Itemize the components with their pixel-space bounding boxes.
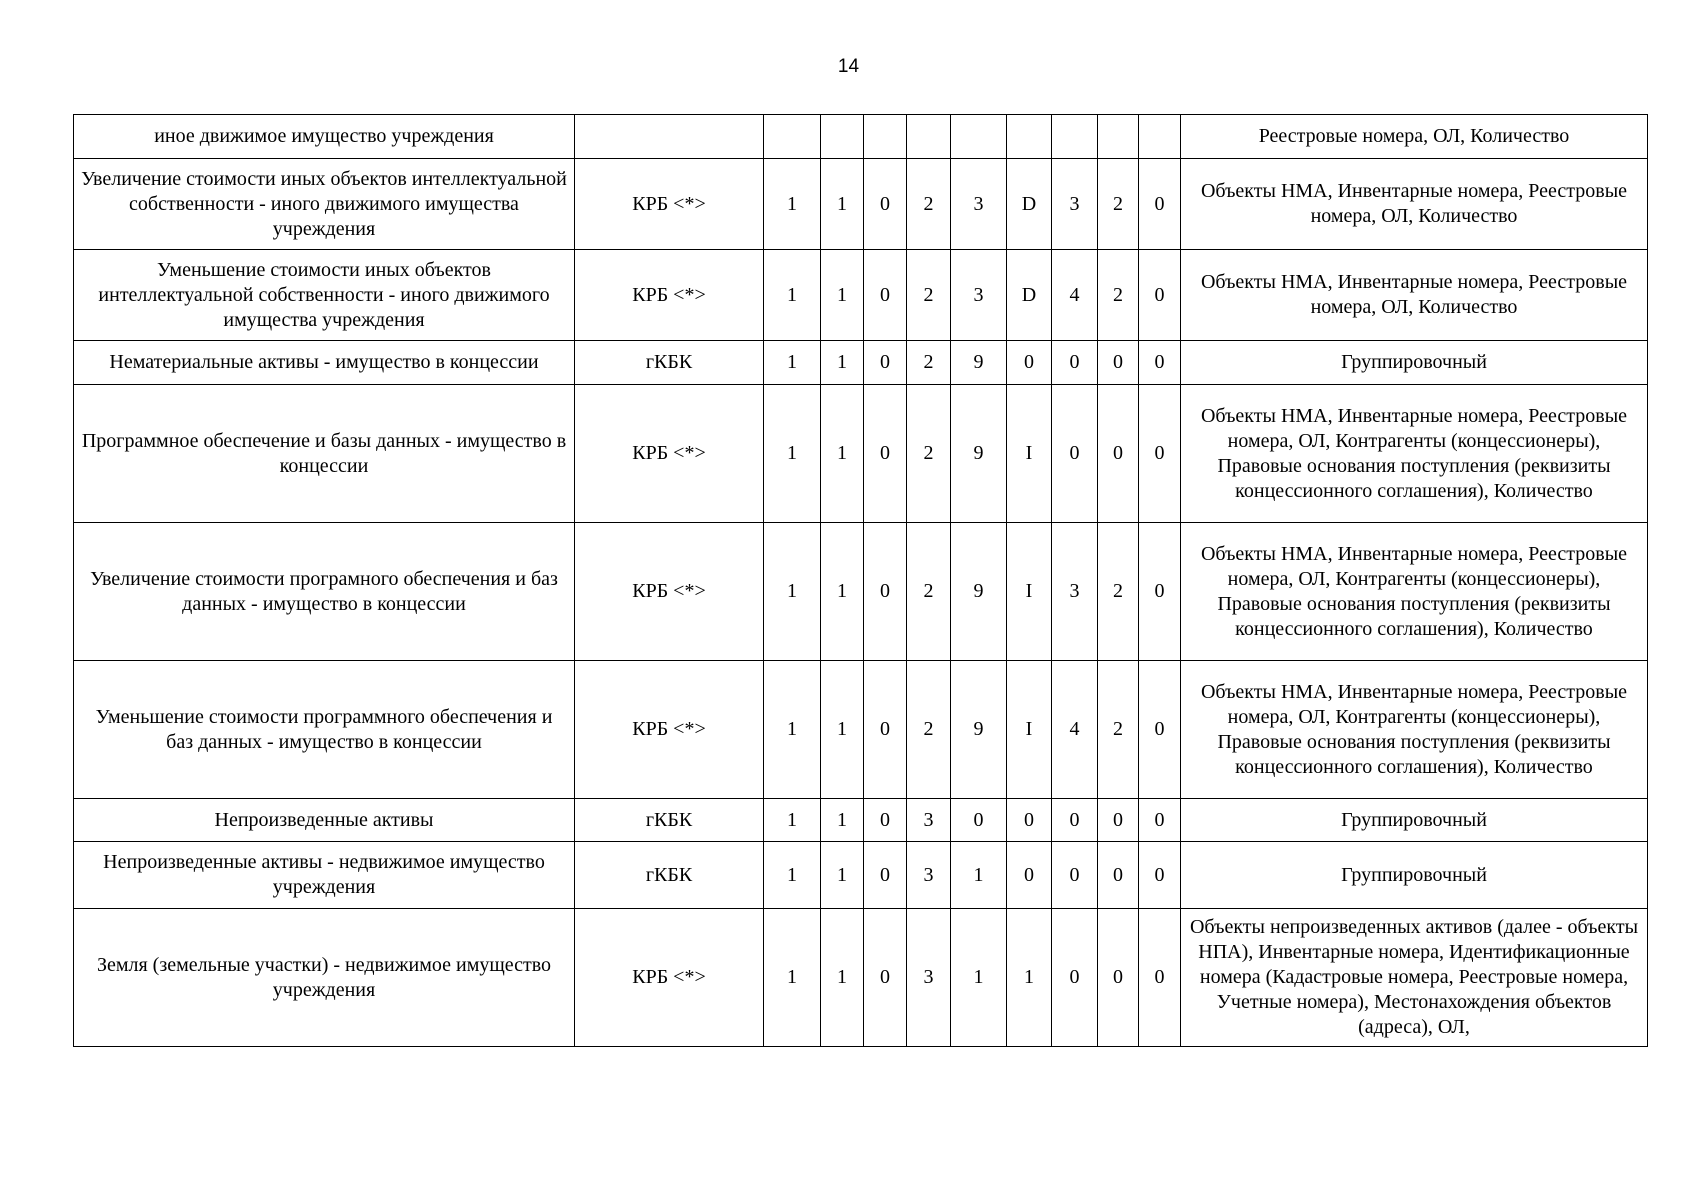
code-digit-1: 1 — [764, 523, 821, 661]
account-name: Увеличение стоимости програмного обеспечения и баз данных - имущество в концессии — [74, 523, 575, 661]
code-digit-3: 0 — [864, 842, 907, 909]
account-type: КРБ <*> — [575, 661, 764, 799]
table-row — [74, 799, 1648, 842]
code-digit-8: 2 — [1098, 250, 1139, 341]
code-digit-7: 0 — [1052, 799, 1098, 842]
table-row — [74, 159, 1648, 250]
code-digit-8: 0 — [1098, 799, 1139, 842]
analytics-notes: Группировочный — [1181, 842, 1648, 909]
table-row — [74, 115, 1648, 159]
analytics-notes: Группировочный — [1181, 341, 1648, 385]
code-digit-9: 0 — [1139, 159, 1181, 250]
code-digit-4: 2 — [907, 385, 951, 523]
analytics-notes: Объекты НМА, Инвентарные номера, Реестровые номера, ОЛ, Количество — [1181, 250, 1648, 341]
code-digit-3: 0 — [864, 909, 907, 1047]
code-digit-9: 0 — [1139, 385, 1181, 523]
code-digit-9: 0 — [1139, 341, 1181, 385]
code-digit-9: 0 — [1139, 523, 1181, 661]
code-digit-9: 0 — [1139, 661, 1181, 799]
code-digit-1: 1 — [764, 159, 821, 250]
code-digit-4: 3 — [907, 799, 951, 842]
account-type: КРБ <*> — [575, 523, 764, 661]
code-digit-7 — [1052, 115, 1098, 159]
code-digit-3: 0 — [864, 799, 907, 842]
account-name: Непроизведенные активы — [74, 799, 575, 842]
code-digit-2: 1 — [821, 523, 864, 661]
table-body — [74, 115, 1648, 1047]
code-digit-5: 1 — [951, 909, 1007, 1047]
analytics-notes: Объекты НМА, Инвентарные номера, Реестровые номера, ОЛ, Контрагенты (концессионеры), Правовые основания поступления (реквизиты концессионного соглашения), Количество — [1181, 385, 1648, 523]
accounts-table — [73, 114, 1648, 1047]
account-name: иное движимое имущество учреждения — [74, 115, 575, 159]
code-digit-3 — [864, 115, 907, 159]
code-digit-9: 0 — [1139, 250, 1181, 341]
table-row — [74, 909, 1648, 1047]
account-type: КРБ <*> — [575, 250, 764, 341]
code-digit-4: 2 — [907, 661, 951, 799]
analytics-notes: Объекты непроизведенных активов (далее - объекты НПА), Инвентарные номера, Идентификационные номера (Кадастровые номера, Реестровые номера, Учетные номера), Местонахождения объектов (адреса), ОЛ, — [1181, 909, 1648, 1047]
code-digit-2: 1 — [821, 341, 864, 385]
table-row — [74, 661, 1648, 799]
account-name: Нематериальные активы - имущество в концессии — [74, 341, 575, 385]
code-digit-3: 0 — [864, 523, 907, 661]
account-type: гКБК — [575, 842, 764, 909]
table-row — [74, 250, 1648, 341]
code-digit-8: 0 — [1098, 341, 1139, 385]
account-type: КРБ <*> — [575, 909, 764, 1047]
code-digit-3: 0 — [864, 159, 907, 250]
code-digit-6: I — [1007, 523, 1052, 661]
analytics-notes: Объекты НМА, Инвентарные номера, Реестровые номера, ОЛ, Количество — [1181, 159, 1648, 250]
table-row — [74, 385, 1648, 523]
code-digit-1: 1 — [764, 385, 821, 523]
code-digit-6: D — [1007, 159, 1052, 250]
code-digit-7: 0 — [1052, 842, 1098, 909]
code-digit-7: 0 — [1052, 385, 1098, 523]
code-digit-4: 2 — [907, 341, 951, 385]
analytics-notes: Реестровые номера, ОЛ, Количество — [1181, 115, 1648, 159]
code-digit-5: 9 — [951, 341, 1007, 385]
code-digit-8 — [1098, 115, 1139, 159]
code-digit-5 — [951, 115, 1007, 159]
code-digit-9: 0 — [1139, 799, 1181, 842]
code-digit-2: 1 — [821, 661, 864, 799]
code-digit-7: 3 — [1052, 159, 1098, 250]
code-digit-9: 0 — [1139, 909, 1181, 1047]
code-digit-1: 1 — [764, 250, 821, 341]
code-digit-3: 0 — [864, 341, 907, 385]
code-digit-2: 1 — [821, 842, 864, 909]
code-digit-5: 9 — [951, 385, 1007, 523]
account-type: гКБК — [575, 341, 764, 385]
code-digit-2: 1 — [821, 385, 864, 523]
code-digit-6 — [1007, 115, 1052, 159]
code-digit-8: 2 — [1098, 159, 1139, 250]
code-digit-9: 0 — [1139, 842, 1181, 909]
code-digit-7: 0 — [1052, 341, 1098, 385]
analytics-notes: Группировочный — [1181, 799, 1648, 842]
code-digit-1: 1 — [764, 909, 821, 1047]
code-digit-7: 4 — [1052, 250, 1098, 341]
code-digit-3: 0 — [864, 250, 907, 341]
code-digit-1: 1 — [764, 661, 821, 799]
code-digit-6: D — [1007, 250, 1052, 341]
code-digit-2: 1 — [821, 250, 864, 341]
code-digit-3: 0 — [864, 385, 907, 523]
code-digit-5: 3 — [951, 159, 1007, 250]
code-digit-2: 1 — [821, 909, 864, 1047]
code-digit-2: 1 — [821, 799, 864, 842]
page-number: 14 — [837, 56, 860, 77]
code-digit-5: 0 — [951, 799, 1007, 842]
code-digit-1: 1 — [764, 799, 821, 842]
code-digit-2: 1 — [821, 159, 864, 250]
code-digit-7: 0 — [1052, 909, 1098, 1047]
code-digit-8: 0 — [1098, 909, 1139, 1047]
account-type: гКБК — [575, 799, 764, 842]
code-digit-4: 3 — [907, 842, 951, 909]
code-digit-9 — [1139, 115, 1181, 159]
code-digit-8: 0 — [1098, 842, 1139, 909]
code-digit-1: 1 — [764, 842, 821, 909]
account-type: КРБ <*> — [575, 385, 764, 523]
code-digit-6: 0 — [1007, 341, 1052, 385]
account-name: Непроизведенные активы - недвижимое имущество учреждения — [74, 842, 575, 909]
code-digit-4: 2 — [907, 250, 951, 341]
code-digit-7: 4 — [1052, 661, 1098, 799]
code-digit-3: 0 — [864, 661, 907, 799]
code-digit-5: 9 — [951, 523, 1007, 661]
code-digit-6: 0 — [1007, 842, 1052, 909]
table-row — [74, 341, 1648, 385]
code-digit-2 — [821, 115, 864, 159]
account-name: Уменьшение стоимости программного обеспечения и баз данных - имущество в концессии — [74, 661, 575, 799]
code-digit-6: I — [1007, 661, 1052, 799]
analytics-notes: Объекты НМА, Инвентарные номера, Реестровые номера, ОЛ, Контрагенты (концессионеры), Правовые основания поступления (реквизиты концессионного соглашения), Количество — [1181, 661, 1648, 799]
account-type — [575, 115, 764, 159]
analytics-notes: Объекты НМА, Инвентарные номера, Реестровые номера, ОЛ, Контрагенты (концессионеры), Правовые основания поступления (реквизиты концессионного соглашения), Количество — [1181, 523, 1648, 661]
account-name: Увеличение стоимости иных объектов интеллектуальной собственности - иного движимого имущества учреждения — [74, 159, 575, 250]
table-row — [74, 842, 1648, 909]
code-digit-4: 2 — [907, 159, 951, 250]
account-name: Программное обеспечение и базы данных - имущество в концессии — [74, 385, 575, 523]
code-digit-5: 9 — [951, 661, 1007, 799]
account-name: Уменьшение стоимости иных объектов интеллектуальной собственности - иного движимого имущества учреждения — [74, 250, 575, 341]
code-digit-1 — [764, 115, 821, 159]
code-digit-6: 0 — [1007, 799, 1052, 842]
code-digit-4: 3 — [907, 909, 951, 1047]
table-row — [74, 523, 1648, 661]
code-digit-5: 3 — [951, 250, 1007, 341]
code-digit-4 — [907, 115, 951, 159]
account-name: Земля (земельные участки) - недвижимое имущество учреждения — [74, 909, 575, 1047]
code-digit-1: 1 — [764, 341, 821, 385]
code-digit-5: 1 — [951, 842, 1007, 909]
code-digit-6: 1 — [1007, 909, 1052, 1047]
code-digit-8: 2 — [1098, 523, 1139, 661]
account-type: КРБ <*> — [575, 159, 764, 250]
code-digit-8: 0 — [1098, 385, 1139, 523]
code-digit-6: I — [1007, 385, 1052, 523]
code-digit-4: 2 — [907, 523, 951, 661]
code-digit-8: 2 — [1098, 661, 1139, 799]
code-digit-7: 3 — [1052, 523, 1098, 661]
